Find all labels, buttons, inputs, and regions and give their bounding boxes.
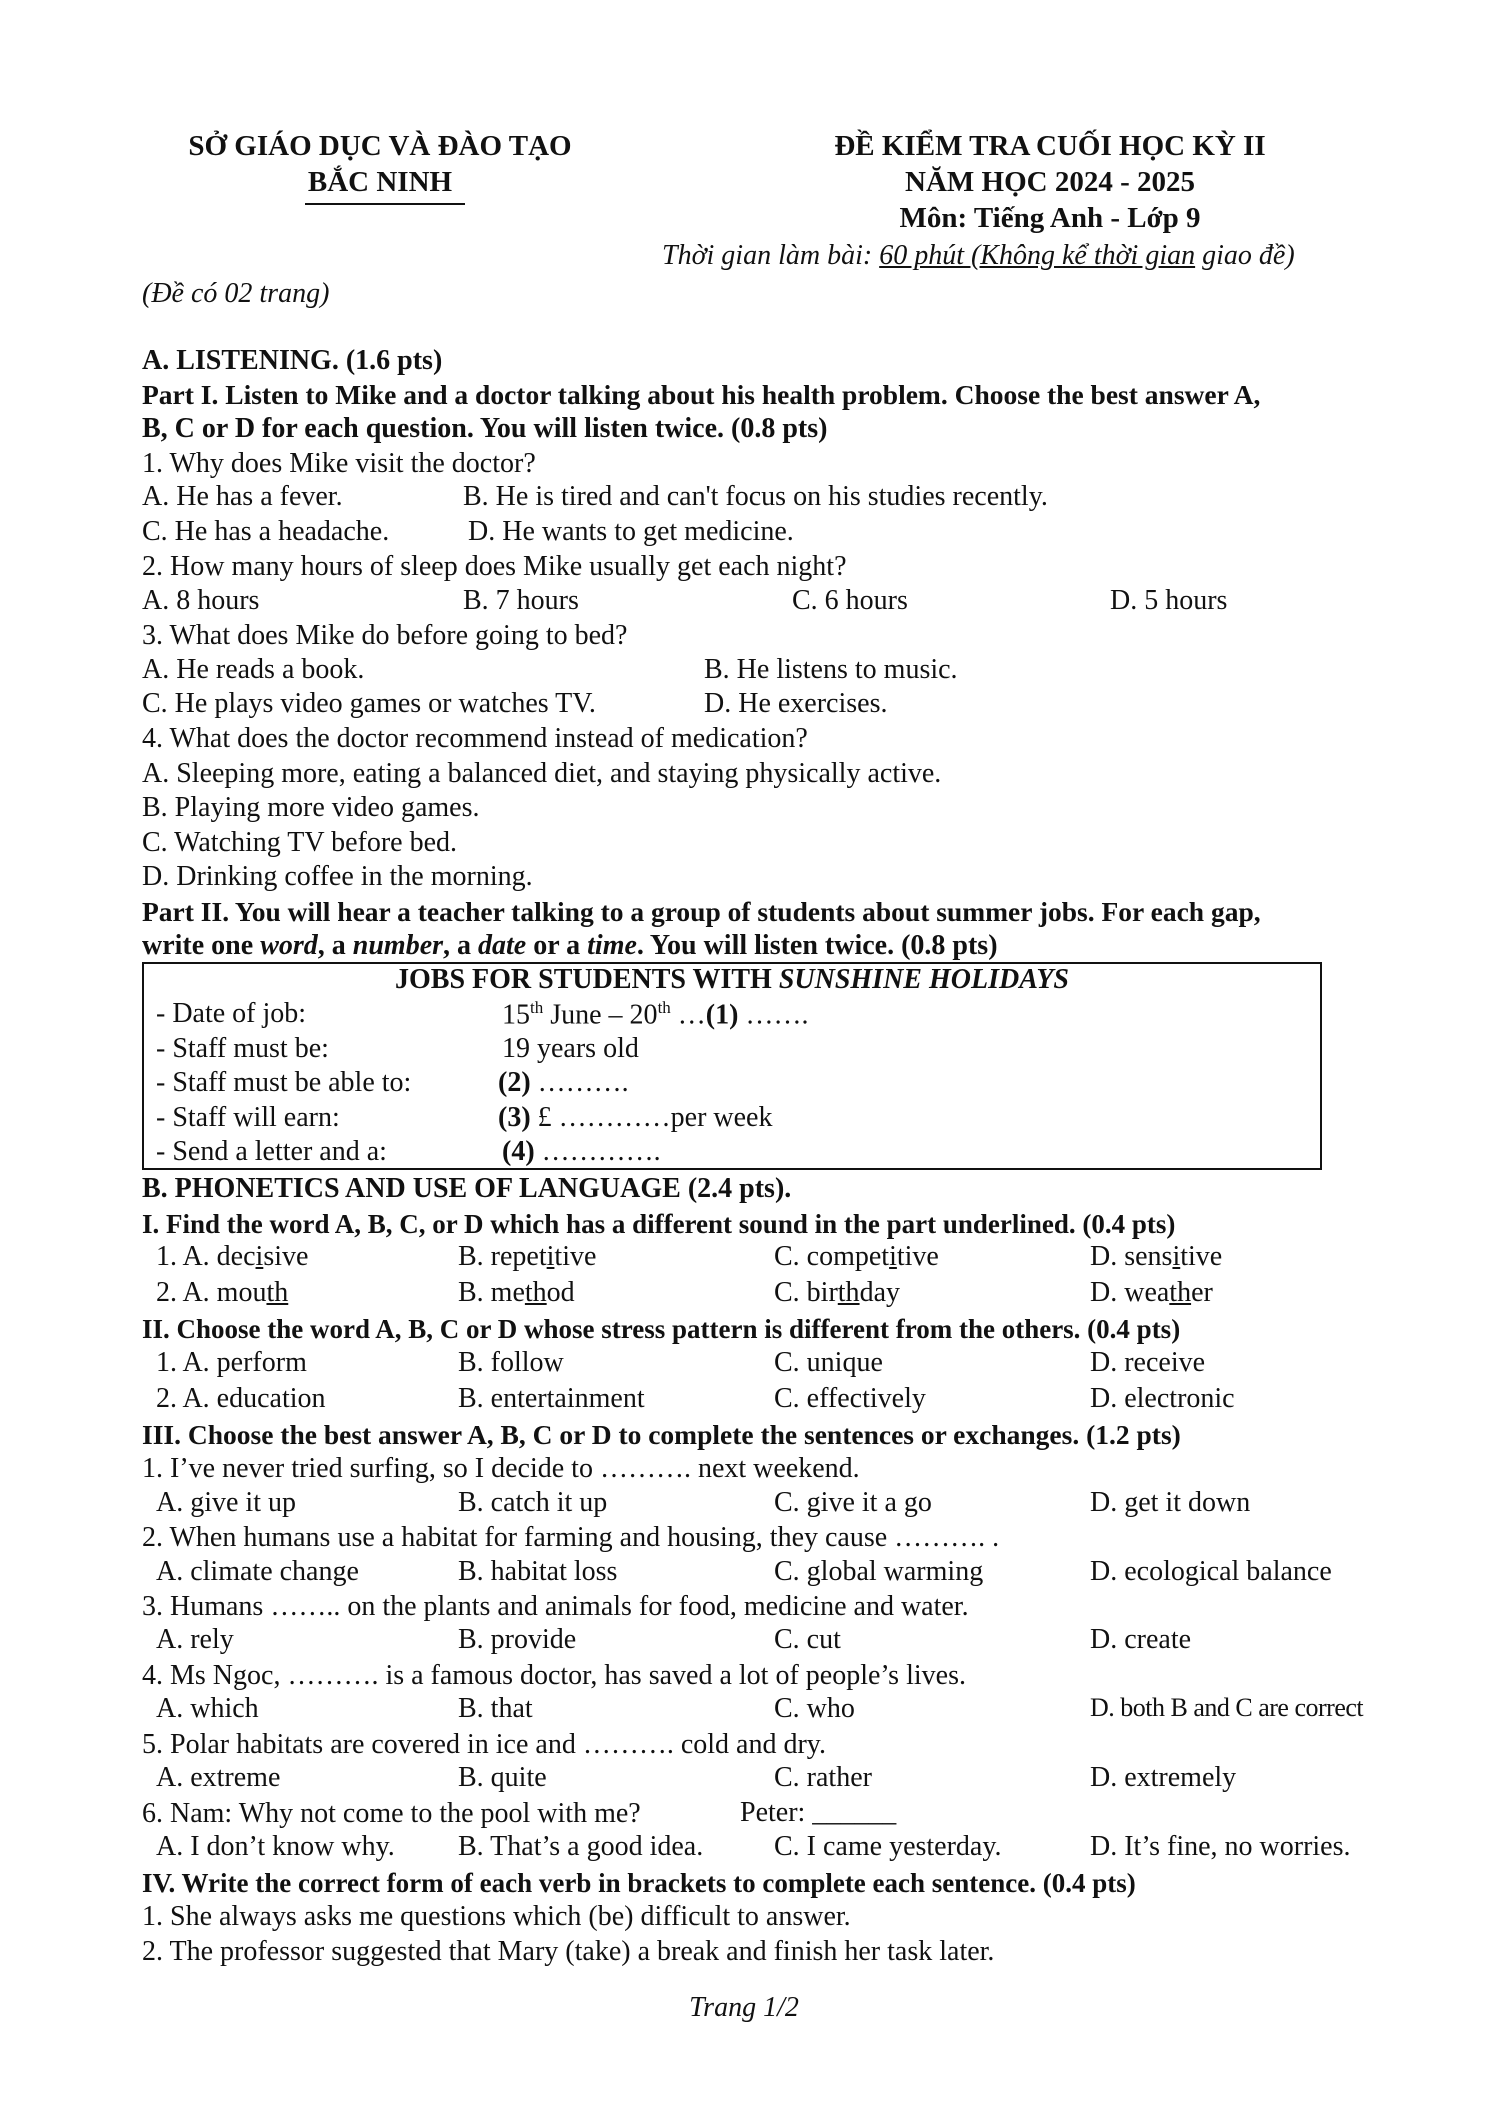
section2-title: II. Choose the word A, B, C or D whose stress pattern is different from the others. (0.4 pts) <box>142 1314 1181 1344</box>
section1-title: I. Find the word A, B, C, or D which has a different sound in the part underlined. (0.4 pts) <box>142 1209 1176 1239</box>
s3-q5-c: C. rather <box>774 1762 872 1793</box>
s3-q1-a: A. give it up <box>156 1487 296 1518</box>
listening-q2-c: C. 6 hours <box>792 585 908 616</box>
jobs-box-title: JOBS FOR STUDENTS WITH SUNSHINE HOLIDAYS <box>395 964 1069 995</box>
row-earn-label: - Staff will earn: <box>156 1102 340 1133</box>
s3-q5-b: B. quite <box>458 1762 547 1793</box>
listening-q4-a: A. Sleeping more, eating a balanced diet, and staying physically active. <box>142 758 942 789</box>
s3-q4-a: A. which <box>156 1693 259 1724</box>
s3-q3-a: A. rely <box>156 1624 234 1655</box>
s3-q4-b: B. that <box>458 1693 533 1724</box>
s3-q6-peter: Peter: ______ <box>740 1797 897 1828</box>
row-send-label: - Send a letter and a: <box>156 1136 387 1167</box>
pages-note: (Đề có 02 trang) <box>142 278 330 309</box>
s2-row1-c: C. unique <box>774 1347 883 1378</box>
listening-q1-b: B. He is tired and can't focus on his studies recently. <box>463 481 1048 512</box>
s3-q3-d: D. create <box>1090 1624 1192 1655</box>
s4-q2: 2. The professor suggested that Mary (take) a break and finish her task later. <box>142 1936 995 1967</box>
listening-q1-a: A. He has a fever. <box>142 481 343 512</box>
s3-q4: 4. Ms Ngoc, ………. is a famous doctor, has saved a lot of people’s lives. <box>142 1660 966 1691</box>
section4-title: IV. Write the correct form of each verb in brackets to complete each sentence. (0.4 pts) <box>142 1868 1136 1898</box>
s3-q6-d: D. It’s fine, no worries. <box>1090 1831 1351 1862</box>
subject-grade: Môn: Tiếng Anh - Lớp 9 <box>899 202 1201 234</box>
s1-row1-b: B. repetitive <box>458 1241 597 1272</box>
school-year: NĂM HỌC 2024 - 2025 <box>905 166 1195 198</box>
exam-title: ĐỀ KIỂM TRA CUỐI HỌC KỲ II <box>834 130 1266 162</box>
department-name: SỞ GIÁO DỤC VÀ ĐÀO TẠO <box>188 130 572 162</box>
row-date-label: - Date of job: <box>156 998 307 1029</box>
s3-q2-b: B. habitat loss <box>458 1556 618 1587</box>
listening-q2-a: A. 8 hours <box>142 585 260 616</box>
s3-q2-c: C. global warming <box>774 1556 984 1587</box>
part2-instruction-2: write one word, a number, a date or a time. You will listen twice. (0.8 pts) <box>142 930 998 961</box>
s3-q6-c: C. I came yesterday. <box>774 1831 1002 1862</box>
s1-row1-c: C. competitive <box>774 1241 939 1272</box>
s2-row2-a: 2. A. education <box>156 1383 326 1414</box>
s2-row2-c: C. effectively <box>774 1383 926 1414</box>
row-send-value: (4) …………. <box>502 1136 661 1167</box>
listening-q1-c: C. He has a headache. <box>142 516 390 547</box>
time-allowed: Thời gian làm bài: 60 phút (Không kể thời gian giao đề) <box>662 240 1295 271</box>
listening-q2-d: D. 5 hours <box>1110 585 1228 616</box>
s2-row1-b: B. follow <box>458 1347 564 1378</box>
s1-row2-c: C. birthday <box>774 1277 900 1308</box>
listening-q3-a: A. He reads a book. <box>142 654 365 685</box>
row-ability-value: (2) ………. <box>498 1067 629 1098</box>
s1-row1-a: 1. A. decisive <box>156 1241 309 1272</box>
s3-q5-a: A. extreme <box>156 1762 281 1793</box>
s2-row1-a: 1. A. perform <box>156 1347 307 1378</box>
s3-q5: 5. Polar habitats are covered in ice and ………. cold and dry. <box>142 1729 826 1760</box>
province-underline <box>305 203 465 205</box>
province-name: BẮC NINH <box>307 166 453 198</box>
s3-q3: 3. Humans …….. on the plants and animals for food, medicine and water. <box>142 1591 969 1622</box>
part1-instruction-1: Part I. Listen to Mike and a doctor talking about his health problem. Choose the best answer A, <box>142 379 1261 410</box>
listening-q4-c: C. Watching TV before bed. <box>142 827 458 858</box>
row-age-value: 19 years old <box>502 1033 639 1064</box>
s3-q4-d: D. both B and C are correct <box>1090 1693 1364 1722</box>
s1-row1-d: D. sensitive <box>1090 1241 1223 1272</box>
s3-q1-d: D. get it down <box>1090 1487 1251 1518</box>
s3-q2-d: D. ecological balance <box>1090 1556 1332 1587</box>
page-number: Trang 1/2 <box>689 1992 799 2023</box>
listening-q3-d: D. He exercises. <box>704 688 888 719</box>
s3-q2: 2. When humans use a habitat for farming and housing, they cause ………. . <box>142 1522 1000 1553</box>
part2-instruction-1: Part II. You will hear a teacher talking to a group of students about summer jobs. For each gap, <box>142 896 1261 927</box>
row-date-value: 15th June – 20th …(1) ……. <box>502 998 809 1031</box>
listening-title: A. LISTENING. (1.6 pts) <box>142 345 443 376</box>
listening-q2-b: B. 7 hours <box>463 585 579 616</box>
listening-q1: 1. Why does Mike visit the doctor? <box>142 448 536 479</box>
s4-q1: 1. She always asks me questions which (be) difficult to answer. <box>142 1901 851 1932</box>
s3-q6-a: A. I don’t know why. <box>156 1831 395 1862</box>
s2-row1-d: D. receive <box>1090 1347 1206 1378</box>
row-earn-value: (3) £ …………per week <box>498 1102 773 1133</box>
s3-q1: 1. I’ve never tried surfing, so I decide to ………. next weekend. <box>142 1453 860 1484</box>
s3-q2-a: A. climate change <box>156 1556 359 1587</box>
s2-row2-b: B. entertainment <box>458 1383 645 1414</box>
s1-row2-d: D. weather <box>1090 1277 1213 1308</box>
listening-q3: 3. What does Mike do before going to bed? <box>142 620 628 651</box>
s1-row2-b: B. method <box>458 1277 575 1308</box>
listening-q4: 4. What does the doctor recommend instead of medication? <box>142 723 808 754</box>
section3-title: III. Choose the best answer A, B, C or D to complete the sentences or exchanges. (1.2 pts) <box>142 1419 1181 1450</box>
s3-q6-b: B. That’s a good idea. <box>458 1831 704 1862</box>
s2-row2-d: D. electronic <box>1090 1383 1235 1414</box>
listening-q4-d: D. Drinking coffee in the morning. <box>142 861 533 892</box>
listening-q2: 2. How many hours of sleep does Mike usually get each night? <box>142 551 847 582</box>
s3-q1-b: B. catch it up <box>458 1487 608 1518</box>
s3-q3-c: C. cut <box>774 1624 841 1655</box>
s3-q1-c: C. give it a go <box>774 1487 932 1518</box>
s3-q6: 6. Nam: Why not come to the pool with me? <box>142 1798 641 1829</box>
s3-q3-b: B. provide <box>458 1624 577 1655</box>
listening-q3-c: C. He plays video games or watches TV. <box>142 688 596 719</box>
listening-q3-b: B. He listens to music. <box>704 654 958 685</box>
listening-q1-d: D. He wants to get medicine. <box>468 516 794 547</box>
row-ability-label: - Staff must be able to: <box>156 1067 412 1098</box>
s1-row2-a: 2. A. mouth <box>156 1277 289 1308</box>
s3-q5-d: D. extremely <box>1090 1762 1237 1793</box>
s3-q4-c: C. who <box>774 1693 855 1724</box>
row-age-label: - Staff must be: <box>156 1033 329 1064</box>
part1-instruction-2: B, C or D for each question. You will listen twice. (0.8 pts) <box>142 413 828 444</box>
phonetics-title: B. PHONETICS AND USE OF LANGUAGE (2.4 pts). <box>142 1173 792 1204</box>
listening-q4-b: B. Playing more video games. <box>142 792 480 823</box>
